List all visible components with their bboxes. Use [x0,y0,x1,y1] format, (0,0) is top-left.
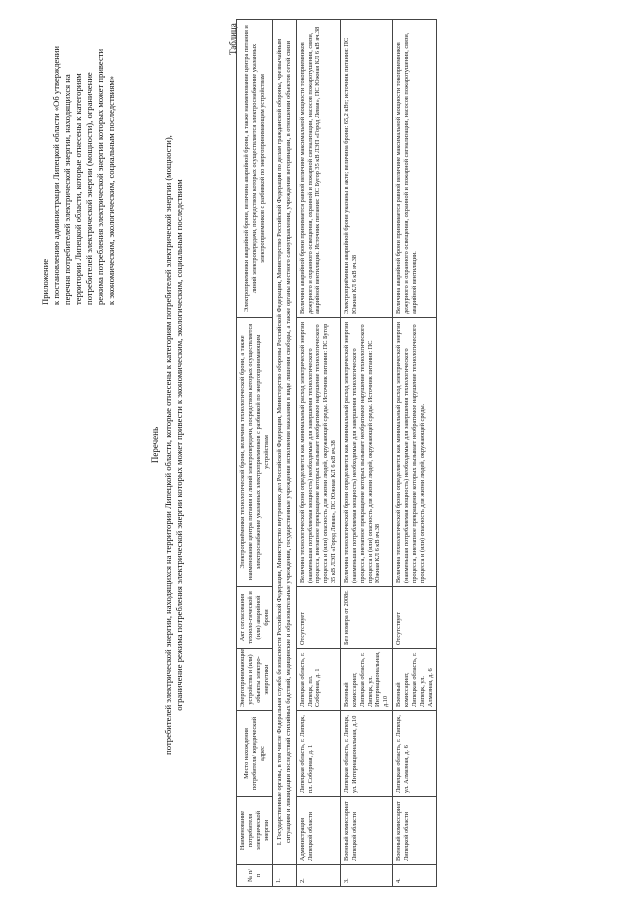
cell-emergency-reserve: Величина аварийной брони принимается равной величине максимальной мощности токоприемников дежурного и охранного освещения, охранной и пожарной сигнализации, насосов пожаротушения, связи, аварийной вентиляции. [393,20,437,318]
appendix-block [40,20,117,305]
appendix-line: режима потребления электрической энергии которых может привести [95,48,105,305]
table-row [340,20,392,887]
cell-devices: Военный комиссариат, Липецкая область, г. Липецк, ул. Интернациональная, д.10 [340,649,392,711]
cell-num: 4. [393,865,437,887]
table-row [296,20,340,887]
header-devices: Энергопринимающие устройства и (или) объекты электро-энергетики [237,649,273,711]
cell-tech-reserve: Величина технологической брони определяется как минимальный расход электрической энергии (наименьшая потребляемая мощность) необходимые для завершения технологического процесса, внезапное прекращение которых вызывает необратимое нарушение технологического процесса и (или) опасность для жизни людей, окружающей среды. Источник питания: ПС Бугор 35 кВ ЛЭП «Город Левая», ПС Южная КЛ 6 кВ яч.38 [296,318,340,587]
header-act: Акт согласования техноло-гической и (или) аварийной брони [237,587,273,649]
title-line: ограничение режима потребления электрической энергии которых может привести к экономическим, экологическим, социальным последствиям [173,179,184,711]
cell-num: 3. [340,865,392,887]
cell-address: Липецкая область, г. Липецк, ул. Алмазная, д. 6 [393,711,437,797]
section-num: 1. [273,865,296,887]
cell-tech-reserve: Величина технологической брони определяется как минимальный расход электрической энергии (наименьшая потребляемая мощность) необходимые для завершения технологического процесса, внезапное прекращение которых вызывает необратимое нарушение технологического процесса и (или) опасность для жизни людей, окружающей среды. [393,318,437,587]
header-address: Место нахождения потребителя/ юридический адрес [237,711,273,797]
cell-name: Военный комиссариат Липецкой области [393,797,437,865]
cell-emergency-reserve: Величина аварийной брони принимается равной величине максимальной мощности токоприемников дежурного и охранного освещения, охранной и пожарной сигнализации, насосов пожаротушения, связи, аварийной вентиляции. Источник питания: ПС Бугор 35 кВ ЛЭП «Город Левая», ПС Южная КЛ 6 кВ яч.38 [296,20,340,318]
header-num: № п/п [237,865,273,887]
appendix-line: к постановлению администрации Липецкой области «Об утверждении [51,46,61,305]
title-line: потребителей электрической энергии, находящихся на территории Липецкой области, которые отнесены к категориям потребителей электрической энергии (мощности), [162,135,173,755]
cell-act: Без номера от 2008г. [340,587,392,649]
cell-name: Военный комиссариат Липецкой области [340,797,392,865]
appendix-line: Приложение [40,258,50,305]
document-title [150,125,185,765]
header-tech-reserve: Электроприёмники технологической брони, величина технологической брони, а также наименование центра питания и линий электропередачи, посредством которых осуществляется электроснабжение указанных электроприемников с разбивкой по энергопринимающим устройствам [237,318,273,587]
header-emergency-reserve: Электроприемники аварийной брони, величина аварийной брони, а также наименование центра питания и линий электропередачи, посредством которых осуществляется электроснабжение указанных электроприемников с разбивкой по энергопринимающим устройствам [237,20,273,318]
cell-act: Отсутствует [296,587,340,649]
consumers-table [236,19,437,887]
cell-address: Липецкая область, г. Липецк, ул. Интернациональная, д.10 [340,711,392,797]
appendix-line: потребителей электрической энергии (мощности), ограничение [84,72,94,305]
table-row [393,20,437,887]
section-row [273,20,296,887]
appendix-line: перечня потребителей электрической энергии, находящихся на [62,74,72,305]
cell-num: 2. [296,865,340,887]
cell-name: Администрация Липецкой области [296,797,340,865]
cell-emergency-reserve: Электроприёмники аварийной брони указаны в акте; величина брони: 65,2 кВт; источник питания: ПС Южная КЛ 6 кВ яч.38 [340,20,392,318]
cell-address: Липецкая область, г. Липецк, пл. Соборная, д. 1 [296,711,340,797]
header-name: Наименование потребителя электрической энергии [237,797,273,865]
cell-devices: Липецкая область, г. Липецк, пл. Соборная, д. 1 [296,649,340,711]
cell-devices: Военный комиссариат, Липецкая область, г. Липецк, ул. Алмазная, д. 6 [393,649,437,711]
cell-act: Отсутствует [393,587,437,649]
title-heading: Перечень [150,426,160,464]
table-header-row [237,20,273,887]
table-label: Таблица [228,23,238,55]
cell-tech-reserve: Величина технологической брони определяется как минимальный расход электрической энергии (наименьшая потребляемая мощность) необходимые для завершения технологического процесса, внезапное прекращение которых вызывает необратимое нарушение технологического процесса и (или) опасность для жизни людей, окружающей среды. Источник питания: ПС Южная КЛ 6 кВ яч.38 [340,318,392,587]
appendix-line: к экономическим, экологическим, социальным последствиям» [106,75,116,305]
appendix-line: территории Липецкой области, которые отнесены к категориям [73,73,83,305]
section-title: I. Государственные органы, в том числе Федеральная служба безопасности Российской Федерации, Министерство внутренних дел Российской Федерации, Министерство обороны Российской Федерации, Министерство Российской Федерации по делам гражданской обороны, чрезвычайным ситуациям и ликвидации последствий стихийных бедствий, медицинские и образовательные учреждения, государственные учреждения исполнения наказания в виде лишения свободы, а также органы местного самоуправления, учреждения ветеринарии, в отношении объектов сетей связи [273,20,296,865]
